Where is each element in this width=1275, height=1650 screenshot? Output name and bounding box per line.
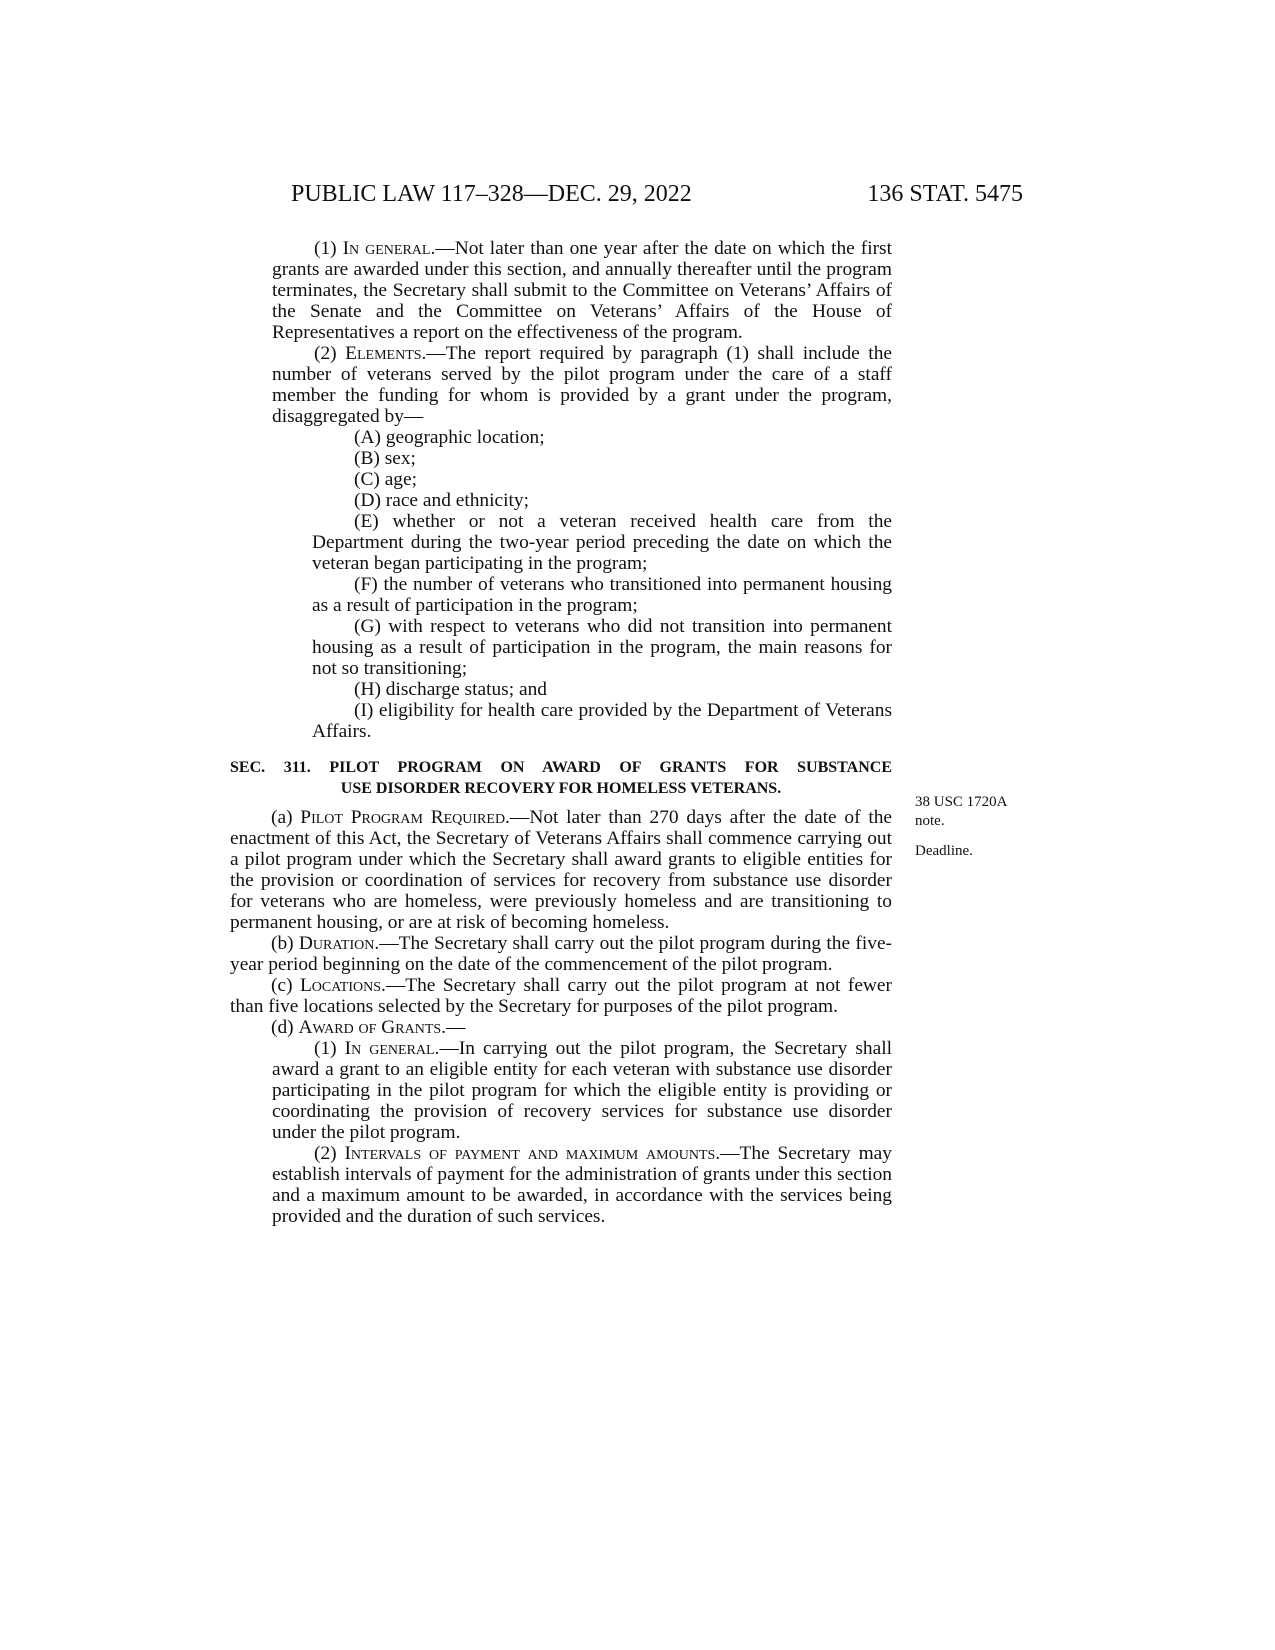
paragraph-heading: Intervals of payment and maximum amounts. (344, 1143, 721, 1164)
paragraph-text: —In carrying out the pilot program, the Secretary shall award a grant to an eligible entity for each veteran with substance use disorder participating in the pilot program for which the eligible entity is providing or coordinating the provision of recovery services for substance use disorder under the pilot program. (272, 1038, 892, 1143)
subsection-heading: Award of Grants. (298, 1017, 447, 1038)
page-header (0, 181, 1275, 211)
section-heading-line2: USE DISORDER RECOVERY FOR HOMELESS VETERANS. (340, 780, 782, 797)
subsection-number: (c) (271, 975, 300, 996)
subsection-a (230, 807, 892, 933)
list-item-b: (B) sex; (354, 448, 416, 469)
list-item-h: (H) discharge status; and (354, 679, 547, 700)
paragraph-heading: In general. (344, 1038, 440, 1059)
list-item-i: (I) eligibility for health care provided by the Department of Veterans Affairs. (312, 700, 892, 742)
subsection-text: —Not later than 270 days after the date of the enactment of this Act, the Secretary of Veterans Affairs shall commence carrying out a pilot program under which the Secretary shall award grants to eligible entities for the provision or coordination of services for recovery from substance use disorder for veterans who are homeless, were previously homeless and are transitioning to permanent housing, or are at risk of becoming homeless. (230, 807, 893, 933)
subsection-heading: Duration. (298, 933, 380, 954)
paragraph-number: (2) (314, 1143, 345, 1164)
subsection-b (230, 933, 892, 975)
public-law-citation: PUBLIC LAW 117–328—DEC. 29, 2022 (291, 181, 692, 207)
subsection-heading: Locations. (299, 975, 386, 996)
paragraph-text: —Not later than one year after the date on which the first grants are awarded under this section, and annually thereafter until the program terminates, the Secretary shall submit to the Committee on Veterans’ Affairs of the Senate and the Committee on Veterans’ Affairs of the House of Representatives a report on the effectiveness of the program. (272, 238, 892, 343)
subsection-d-1 (272, 1038, 892, 1143)
subsection-heading: Pilot Program Required. (300, 807, 510, 828)
section-heading-line1: SEC. 311. PILOT PROGRAM ON AWARD OF GRANTS FOR SUBSTANCE (230, 759, 892, 776)
paragraph-text: —The Secretary may establish intervals of payment for the administration of grants under this section and a maximum amount to be awarded, in accordance with the services being provided and the duration of such services. (272, 1143, 892, 1227)
subsection-text: — (446, 1017, 466, 1038)
list-item-c: (C) age; (354, 469, 417, 490)
subsection-number: (b) (271, 933, 299, 954)
list-item-g: (G) with respect to veterans who did not transition into permanent housing as a result of participation in the program, the main reasons for not so transitioning; (312, 616, 892, 679)
subsection-number: (d) (271, 1017, 299, 1038)
list-item-d: (D) race and ethnicity; (354, 490, 529, 511)
subsection-d-2 (272, 1143, 892, 1227)
section-heading (230, 757, 892, 799)
list-item-a: (A) geographic location; (354, 427, 545, 448)
list-item-f: (F) the number of veterans who transitioned into permanent housing as a result of participation in the program; (312, 574, 892, 616)
paragraph-heading: Elements. (345, 343, 427, 364)
deadline-margin-note: Deadline. (915, 843, 973, 859)
usc-note-line2: note. (915, 813, 945, 829)
paragraph-2 (272, 343, 892, 427)
statute-page-number: 136 STAT. 5475 (867, 181, 1023, 207)
paragraph-1 (272, 238, 892, 343)
document-body (230, 238, 892, 1227)
subsection-text: —The Secretary shall carry out the pilot program at not fewer than five locations selected by the Secretary for purposes of the pilot program. (230, 975, 892, 1017)
subsection-d (230, 1017, 892, 1038)
paragraph-text: —The report required by paragraph (1) shall include the number of veterans served by the pilot program under the care of a staff member the funding for whom is provided by a grant under the program, disaggregated by— (272, 343, 892, 427)
subsection-number: (a) (271, 807, 301, 828)
subsection-text: —The Secretary shall carry out the pilot program during the five-year period beginning on the date of the commencement of the pilot program. (230, 933, 893, 975)
usc-note-line1: 38 USC 1720A (915, 794, 1008, 810)
paragraph-heading: In general. (342, 238, 436, 259)
list-item-e: (E) whether or not a veteran received health care from the Department during the two-year period preceding the date on which the veteran began participating in the program; (312, 511, 892, 574)
subsection-c (230, 975, 892, 1017)
usc-margin-note (915, 793, 1008, 831)
paragraph-number: (1) (314, 238, 343, 259)
paragraph-number: (1) (314, 1038, 345, 1059)
paragraph-number: (2) (314, 343, 346, 364)
